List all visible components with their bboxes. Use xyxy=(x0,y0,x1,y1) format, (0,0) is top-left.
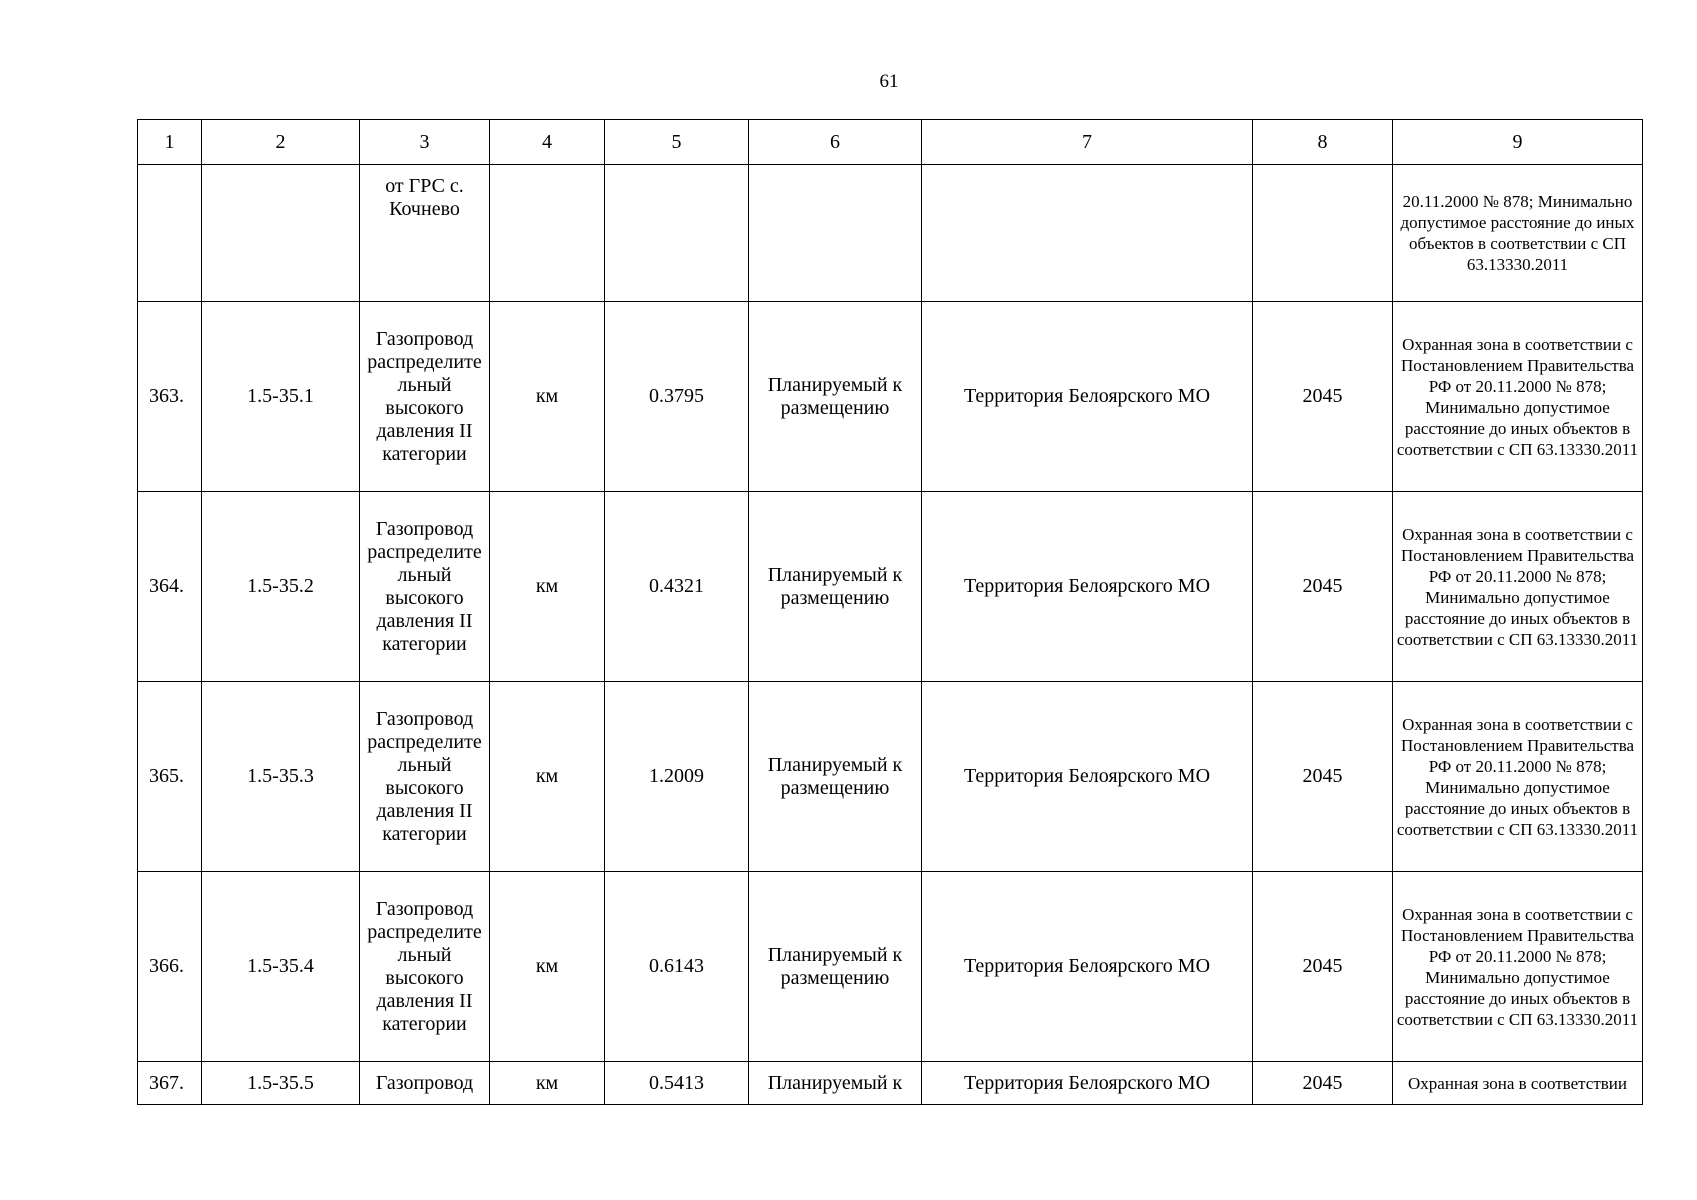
cell-name: от ГРС с. Кочнево xyxy=(360,165,490,302)
cell-code: 1.5-35.4 xyxy=(202,872,360,1062)
cell-year: 2045 xyxy=(1253,302,1393,492)
cell-code: 1.5-35.1 xyxy=(202,302,360,492)
table-header-row xyxy=(138,120,1643,165)
column-header: 4 xyxy=(490,120,605,165)
cell-name: Газопровод xyxy=(360,1062,490,1105)
column-header: 7 xyxy=(922,120,1253,165)
column-header: 9 xyxy=(1393,120,1643,165)
cell-year: 2045 xyxy=(1253,682,1393,872)
cell-value xyxy=(605,165,749,302)
column-header: 1 xyxy=(138,120,202,165)
page-number: 61 xyxy=(879,71,899,92)
cell-note: Охранная зона в соответствии с Постановлением Правительства РФ от 20.11.2000 № 878; Минимально допустимое расстояние до иных объектов в соответствии с СП 63.13330.2011 xyxy=(1393,302,1643,492)
cell-num: 365. xyxy=(138,682,202,872)
cell-num: 366. xyxy=(138,872,202,1062)
cell-name: Газопровод распределите льный высокого давления II категории xyxy=(360,492,490,682)
cell-note: Охранная зона в соответствии с Постановлением Правительства РФ от 20.11.2000 № 878; Минимально допустимое расстояние до иных объектов в соответствии с СП 63.13330.2011 xyxy=(1393,682,1643,872)
cell-note: 20.11.2000 № 878; Минимально допустимое расстояние до иных объектов в соответствии с СП 63.13330.2011 xyxy=(1393,165,1643,302)
cell-unit xyxy=(490,165,605,302)
cell-num: 363. xyxy=(138,302,202,492)
cell-year: 2045 xyxy=(1253,872,1393,1062)
cell-territory: Территория Белоярского МО xyxy=(922,872,1253,1062)
table-row xyxy=(138,492,1643,682)
table-row xyxy=(138,302,1643,492)
cell-status: Планируемый к размещению xyxy=(749,492,922,682)
column-header: 8 xyxy=(1253,120,1393,165)
cell-unit: км xyxy=(490,682,605,872)
cell-name: Газопровод распределите льный высокого давления II категории xyxy=(360,302,490,492)
objects-table xyxy=(137,119,1643,1105)
cell-code: 1.5-35.3 xyxy=(202,682,360,872)
cell-unit: км xyxy=(490,492,605,682)
table-row-continuation xyxy=(138,165,1643,302)
cell-territory: Территория Белоярского МО xyxy=(922,682,1253,872)
cell-num xyxy=(138,165,202,302)
cell-unit: км xyxy=(490,872,605,1062)
cell-value: 0.6143 xyxy=(605,872,749,1062)
cell-year: 2045 xyxy=(1253,1062,1393,1105)
column-header: 6 xyxy=(749,120,922,165)
table-row xyxy=(138,682,1643,872)
cell-unit: км xyxy=(490,1062,605,1105)
cell-status: Планируемый к размещению xyxy=(749,872,922,1062)
cell-value: 0.5413 xyxy=(605,1062,749,1105)
cell-territory xyxy=(922,165,1253,302)
cell-territory: Территория Белоярского МО xyxy=(922,302,1253,492)
cell-name: Газопровод распределите льный высокого давления II категории xyxy=(360,682,490,872)
cell-status: Планируемый к размещению xyxy=(749,682,922,872)
cell-value: 0.3795 xyxy=(605,302,749,492)
cell-num: 367. xyxy=(138,1062,202,1105)
cell-name: Газопровод распределите льный высокого давления II категории xyxy=(360,872,490,1062)
cell-status xyxy=(749,165,922,302)
table-row xyxy=(138,1062,1643,1105)
column-header: 2 xyxy=(202,120,360,165)
cell-note: Охранная зона в соответствии с Постановлением Правительства РФ от 20.11.2000 № 878; Минимально допустимое расстояние до иных объектов в соответствии с СП 63.13330.2011 xyxy=(1393,872,1643,1062)
column-header: 5 xyxy=(605,120,749,165)
cell-value: 0.4321 xyxy=(605,492,749,682)
cell-status: Планируемый к xyxy=(749,1062,922,1105)
cell-code: 1.5-35.2 xyxy=(202,492,360,682)
cell-territory: Территория Белоярского МО xyxy=(922,492,1253,682)
cell-note: Охранная зона в соответствии xyxy=(1393,1062,1643,1105)
cell-year xyxy=(1253,165,1393,302)
cell-territory: Территория Белоярского МО xyxy=(922,1062,1253,1105)
cell-unit: км xyxy=(490,302,605,492)
cell-year: 2045 xyxy=(1253,492,1393,682)
table-row xyxy=(138,872,1643,1062)
cell-code xyxy=(202,165,360,302)
cell-status: Планируемый к размещению xyxy=(749,302,922,492)
cell-value: 1.2009 xyxy=(605,682,749,872)
column-header: 3 xyxy=(360,120,490,165)
cell-num: 364. xyxy=(138,492,202,682)
cell-code: 1.5-35.5 xyxy=(202,1062,360,1105)
cell-note: Охранная зона в соответствии с Постановлением Правительства РФ от 20.11.2000 № 878; Минимально допустимое расстояние до иных объектов в соответствии с СП 63.13330.2011 xyxy=(1393,492,1643,682)
